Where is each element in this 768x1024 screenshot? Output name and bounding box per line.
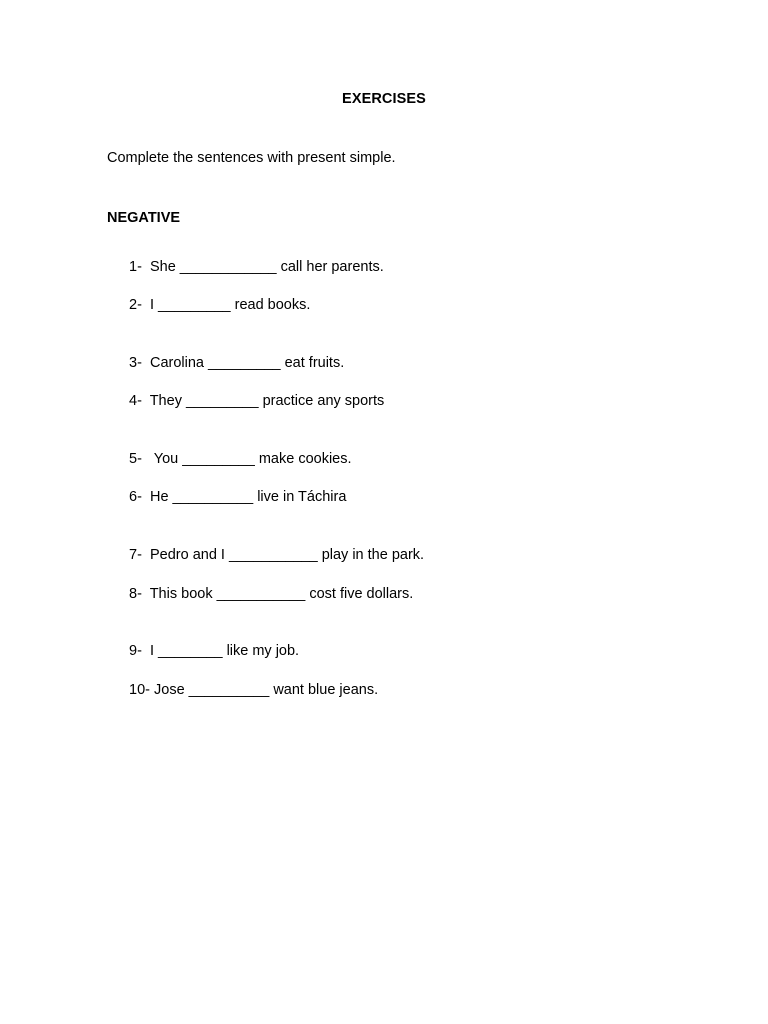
section-heading: NEGATIVE [107,210,181,226]
item-sentence: Carolina _________ eat fruits. [149,355,345,371]
item-sentence: Jose __________ want blue jeans. [154,682,379,698]
exercise-item-1 [129,259,384,275]
item-number: 5- [129,451,142,467]
exercise-item-4 [129,393,384,409]
item-number: 3- [129,355,142,371]
exercise-item-5 [129,451,352,467]
item-sentence: This book ___________ cost five dollars. [149,586,414,602]
item-number: 2- [129,297,142,313]
item-sentence: You _________ make cookies. [149,451,352,467]
item-number: 9- [129,643,142,659]
item-sentence: I _________ read books. [149,297,311,313]
page-title: EXERCISES [342,91,426,107]
item-number: 10- [129,682,150,698]
item-number: 4- [129,393,142,409]
instructions-text: Complete the sentences with present simple. [107,150,396,166]
item-sentence: They _________ practice any sports [149,393,385,409]
exercise-item-8 [129,586,413,602]
item-sentence: Pedro and I ___________ play in the park. [149,547,425,563]
exercise-item-3 [129,355,344,371]
exercise-item-9 [129,643,299,659]
exercise-item-2 [129,297,310,313]
item-sentence: He __________ live in Táchira [149,489,347,505]
exercise-item-6 [129,489,346,505]
item-number: 7- [129,547,142,563]
item-sentence: I ________ like my job. [149,643,300,659]
item-number: 1- [129,259,142,275]
item-number: 8- [129,586,142,602]
item-sentence: She ____________ call her parents. [149,259,384,275]
item-number: 6- [129,489,142,505]
exercise-item-7 [129,547,424,563]
exercise-item-10 [129,682,378,698]
